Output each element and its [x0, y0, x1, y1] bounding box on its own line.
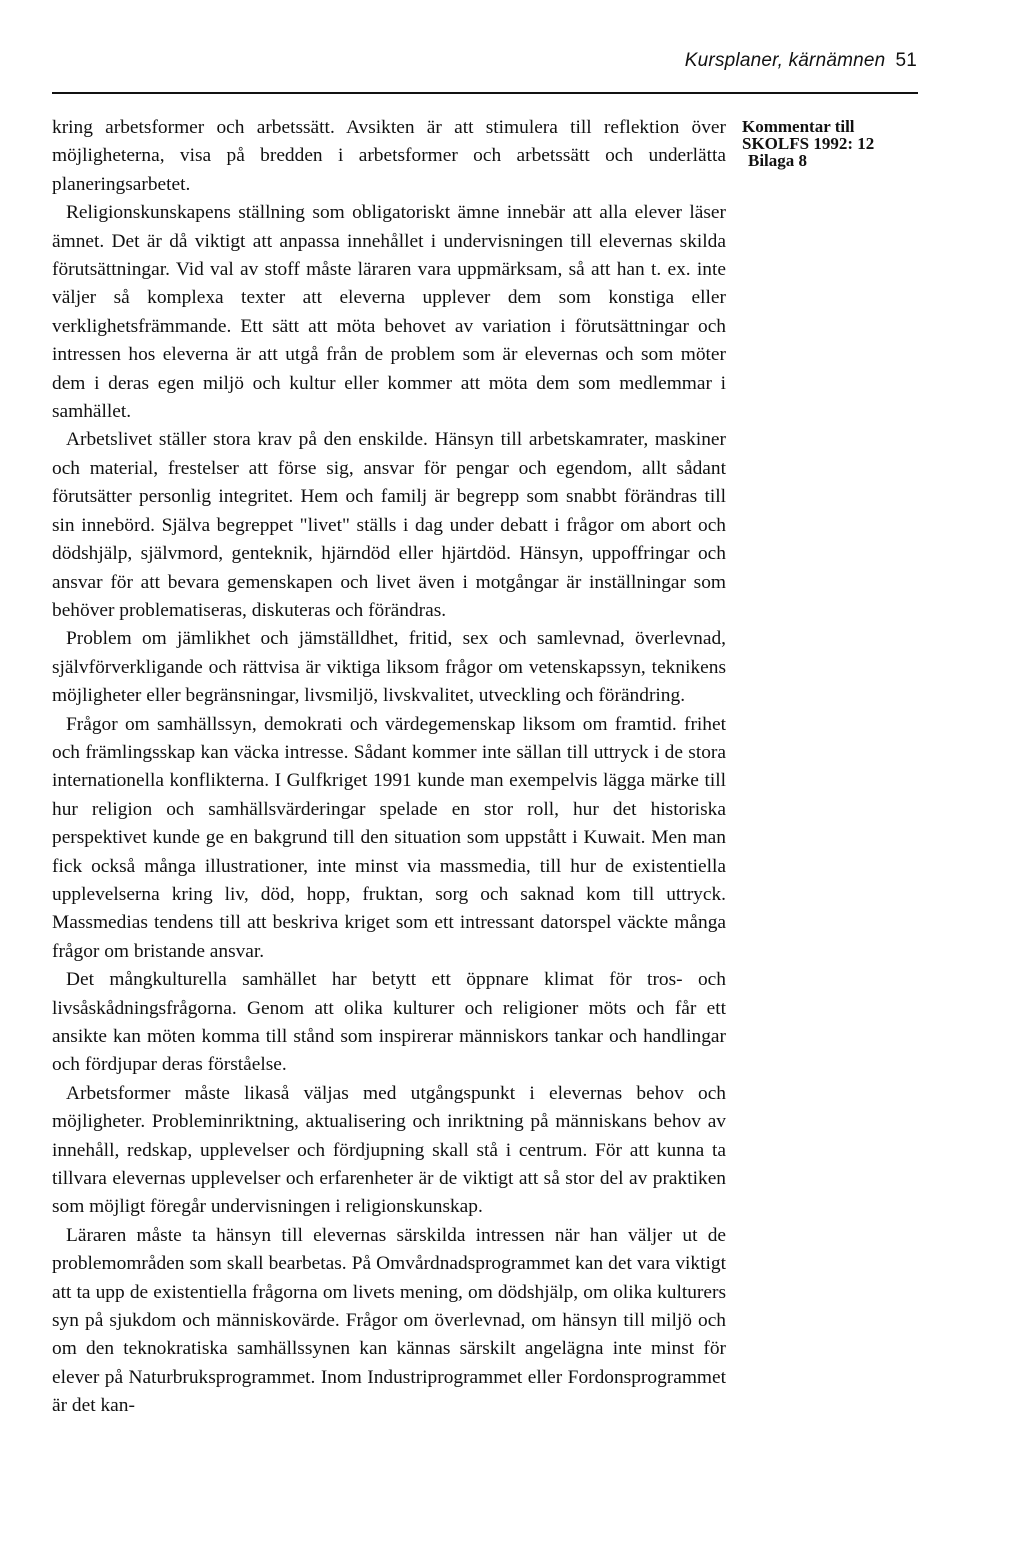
paragraph-6: Det mångkulturella samhället har betytt ett öppnare klimat för tros- och livsåskådningsfrågorna. Genom att olika kulturer och religioner möts och får ett ansikte kan möten komma till stånd som inspirerar människors tankar och handlingar och fördjupar deras förståelse. [52, 969, 726, 1076]
margin-note-line-3: Bilaga 8 [748, 151, 808, 170]
paragraph-1: kring arbetsformer och arbetssätt. Avsikten är att stimulera till reflektion över möjligheterna, visa på bredden i arbetsformer och arbetssätt och underlätta planeringsarbetet. [52, 117, 726, 195]
margin-note-line-2: SKOLFS 1992: 12 [742, 134, 875, 153]
header-rule [52, 92, 918, 94]
paragraph-3: Arbetslivet ställer stora krav på den enskilde. Hänsyn till arbetskamrater, maskiner och material, frestelser att förse sig, ansvar för pengar och egendom, allt sådant förutsätter personlig integritet. Hem och familj är begrepp som snabbt förändras till sin innebörd. Själva begreppet "livet" ställs i dag under debatt i frågor om abort och dödshjälp, självmord, genteknik, hjärndöd eller hjärtdöd. Hänsyn, uppoffringar och ansvar för att bevara gemenskapen och livet även i motgångar är inställningar som behöver problematiseras, diskuteras och förändras. [52, 429, 726, 621]
paragraph-4: Problem om jämlikhet och jämställdhet, fritid, sex och samlevnad, överlevnad, självförverkligande och rättvisa är viktiga liksom frågor om vetenskapssyn, teknikens möjligheter eller begränsningar, livsmiljö, livskvalitet, utveckling och förändring. [52, 628, 726, 707]
paragraph-7: Arbetsformer måste likaså väljas med utgångspunkt i elevernas behov och möjligheter. Probleminriktning, aktualisering och inriktning på människans behov av innehåll, redskap, upplevelser och fördjupning skall stå i centrum. För att kunna ta tillvara elevernas upplevelser och erfarenheter är de viktigt att så stor del av praktiken som möjligt föregår undervisningen i religionskunskap. [52, 1082, 726, 1218]
paragraph-2: Religionskunskapens ställning som obligatoriskt ämne innebär att alla elever läser ämnet. Det är då viktigt att anpassa innehållet i undervisningen till elevernas skilda förutsättningar. Vid val av stoff måste läraren vara uppmärksam, så att han t. ex. inte väljer så komplexa texter att eleverna upplever dem som konstiga eller verklighetsfrämmande. Ett sätt att möta behovet av variation i förutsättningar och intressen hos eleverna är att utgå från de problem som är elevernas och som möter dem i deras egen miljö och kultur eller kommer att möta dem som medlemmar i samhället. [52, 202, 726, 423]
page-number: 51 [895, 50, 917, 71]
paragraph-8: Läraren måste ta hänsyn till elevernas särskilda intressen när han väljer ut de problemområden som skall bearbetas. På Omvårdnadsprogrammet kan det vara viktigt att ta upp de existentiella frågorna om livets mening, om dödshjälp, om olika kulturers syn på sjukdom och människovärde. Frågor om överlevnad, om hänsyn till miljö och om den teknokratiska samhällssynen kan kännas särskilt angelägna inte minst för elever på Naturbruksprogrammet. Inom Industriprogrammet eller Fordonsprogrammet är det kan- [52, 1224, 726, 1417]
margin-note [742, 118, 922, 169]
body-text [52, 114, 726, 1421]
paragraph-5: Frågor om samhällssyn, demokrati och värdegemenskap liksom om framtid. frihet och främlingsskap kan väcka intresse. Sådant kommer inte sällan till uttryck i de stora internationella konflikterna. I Gulfkriget 1991 kunde man exempelvis lägga märke till hur religion och samhällsvärderingar spelade en stor roll, hur det historiska perspektivet kunde ge en bakgrund till den situation som uppstått i Kuwait. Men man fick också många illustrationer, inte minst via massmedia, till hur de existentiella upplevelserna kring liv, död, hopp, fruktan, sorg och saknad kom till uttryck. Massmedias tendens till att beskriva kriget som ett intressant datorspel väckte många frågor om bristande ansvar. [52, 713, 726, 962]
running-header [685, 50, 917, 72]
running-header-title: Kursplaner, kärnämnen [684, 50, 886, 71]
margin-note-line-1: Kommentar till [742, 117, 855, 136]
